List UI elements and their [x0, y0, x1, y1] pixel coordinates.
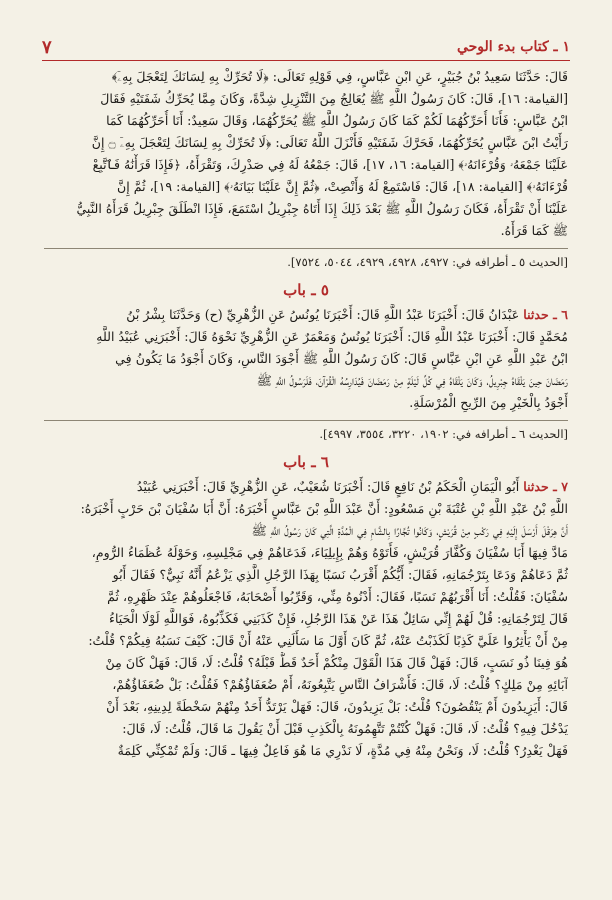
text-line: رَأَيْتُ ابْنَ عَبَّاسٍ يُحَرِّكُهُمَا، فَحَرَّكَ شَفَتَيْهِ فَأَنْزَلَ اللَّهُ تَعَالَى: ﴿لَا تُحَرِّكْ بِهِ لِسَانَكَ لِتَعْجَلَ بِهِۦٓ ۝ إِنَّ: [91, 135, 568, 150]
text-line: يَدْخُلَ فِيهِ؟ قُلْتُ: لَا، قَالَ: فَهَلْ كُنْتُمْ تَتَّهِمُونَهُ بِالْكَذِبِ قَبْلَ أَنْ يَقُولَ مَا قَالَ، قُلْتُ: لَا، قَالَ:: [122, 721, 568, 736]
hadith-5-reference: [الحديث ٥ ـ أطرافه في: ٤٩٢٧، ٤٩٢٨، ٤٩٢٩، ٥٠٤٤، ٧٥٢٤].: [44, 248, 568, 272]
text-line: هُوَ فِينَا ذُو نَسَبٍ، قَالَ: فَهَلْ قَالَ هَذَا الْقَوْلَ مِنْكُمْ أَحَدٌ قَطُّ قَبْلَهُ؟ قُلْتُ: لَا، قَالَ: فَهَلْ كَانَ مِنْ: [105, 655, 568, 670]
page-number: ٧: [42, 36, 52, 58]
text-line: ابْنُ عَبَّاسٍ: فَأَنَا أُحَرِّكُهُمَا لَكُمْ كَمَا كَانَ رَسُولُ اللَّهِ ﷺ يُحَرِّكُهُمَا، وَقَالَ سَعِيدٌ: أَنَا أُحَرِّكُهُمَا كَمَا: [106, 113, 568, 128]
text-line: فَهَلْ يَغْدِرُ؟ قُلْتُ: لَا، وَنَحْنُ مِنْهُ فِي مُدَّةٍ، لَا نَدْرِي مَا هُوَ فَاعِلٌ فِيهَا ـ قَالَ: وَلَمْ تُمْكِنِّي كَلِمَةٌ: [117, 743, 568, 758]
chapter-heading-6: ٦ ـ باب: [283, 453, 329, 471]
text-line: [44, 476, 568, 498]
text-line: قَالَ لِتَرْجُمَانِهِ: قُلْ لَهُمْ إِنِّي سَائِلٌ هَذَا عَنْ هَذَا الرَّجُلِ، فَإِنْ كَذَبَنِي فَكَذِّبُوهُ، فَوَاللَّهِ لَوْلَا الْحَيَاءُ: [109, 611, 568, 626]
hadith-6: [44, 304, 568, 444]
hadith-7: [44, 476, 568, 762]
text-line: قَالَ: أَيَزِيدُونَ أَمْ يَنْقُصُونَ؟ قُلْتُ: بَلْ يَزِيدُونَ، قَالَ: فَهَلْ يَرْتَدُّ أَحَدٌ مِنْهُمْ سَخْطَةً لِدِينِهِ، بَعْدَ أَنْ: [106, 699, 568, 714]
text-line: ابْنُ عَبْدِ اللَّهِ عَنِ ابْنِ عَبَّاسٍ قَالَ: كَانَ رَسُولُ اللَّهِ ﷺ أَجْوَدَ النَّاسِ، وَكَانَ أَجْوَدُ مَا يَكُونُ فِي: [115, 351, 568, 366]
text-line: اللَّهِ بْنُ عَبْدِ اللَّهِ بْنِ عُتْبَةَ بْنِ مَسْعُودٍ: أَنَّ عَبْدَ اللَّهِ بْنَ عَبَّاسٍ أَخْبَرَهُ: أَنَّ أَبَا سُفْيَانَ بْنَ حَرْبٍ أَخْبَرَهُ:: [80, 501, 568, 516]
text-line: قَالَ: حَدَّثَنَا سَعِيدُ بْنُ جُبَيْرٍ، عَنِ ابْنِ عَبَّاسٍ، فِي قَوْلِهِ تَعَالَى: ﴿لَا تُحَرِّكْ بِهِ لِسَانَكَ لِتَعْجَلَ بِهِۦٓ﴾: [111, 69, 568, 84]
text-line: أَنَّ هِرَقْلَ أَرْسَلَ إِلَيْهِ فِي رَكْبٍ مِنْ قُرَيْشٍ، وَكَانُوا تُجَّارًا بِالشَّامِ فِي الْمُدَّةِ الَّتِي كَانَ رَسُولُ اللَّهِ ﷺ: [251, 523, 568, 538]
hadith-number: ٦ ـ حدثنا: [523, 307, 568, 322]
body-text: [44, 66, 568, 768]
text-line: [القيامة: ١٦]، قَالَ: كَانَ رَسُولُ اللَّهِ ﷺ يُعَالِجُ مِنَ التَّنْزِيلِ شِدَّةً، وَكَانَ مِمَّا يُحَرِّكُ شَفَتَيْهِ فَقَالَ: [100, 91, 568, 106]
hadith-5-continuation: [44, 66, 568, 272]
text-line: عَلَيْنَا جَمْعَهُۥ وَقُرْءَانَهُۥ﴾ [القيامة: ١٦، ١٧]، قَالَ: جَمْعُهُ لَهُ فِي صَدْرِكَ، وَتَقْرَأَهُ، ﴿فَإِذَا قَرَأْنَٰهُ فَٱتَّبِعْ: [92, 157, 568, 172]
hadith-6-reference: [الحديث ٦ ـ أطرافه في: ١٩٠٢، ٣٢٢٠، ٣٥٥٤، ٤٩٩٧].: [44, 420, 568, 444]
chapter-title: ١ ـ كتاب بدء الوحي: [456, 39, 570, 55]
chapter-heading-5: ٥ ـ باب: [283, 281, 329, 299]
running-header: [42, 34, 570, 61]
text-line: [44, 304, 568, 326]
text-line: مَادَّ فِيهَا أَبَا سُفْيَانَ وَكُفَّارَ قُرَيْشٍ، فَأَتَوْهُ وَهُمْ بِإِيلِيَاءَ، فَدَعَاهُمْ فِي مَجْلِسِهِ، وَحَوْلَهُ عُظَمَاءُ الرُّومِ،: [91, 545, 568, 560]
text-line-content: عَبْدَانُ قَالَ: أَخْبَرَنَا عَبْدُ اللَّهِ قَالَ: أَخْبَرَنَا يُونُسُ عَنِ الزُّهْرِيِّ (ح) وَحَدَّثَنَا بِشْرُ بْنُ: [126, 307, 520, 322]
text-line-content: أَبُو الْيَمَانِ الْحَكَمُ بْنُ نَافِعٍ قَالَ: أَخْبَرَنَا شُعَيْبٌ، عَنِ الزُّهْرِيِّ قَالَ: أَخْبَرَنِي عُبَيْدُ: [136, 479, 520, 494]
text-line: قُرْءَانَهُۥ﴾ [القيامة: ١٨]، قَالَ: فَاسْتَمِعْ لَهُ وَأَنْصِتْ، ﴿ثُمَّ إِنَّ عَلَيْنَا بَيَانَهُۥ﴾ [القيامة: ١٩]، ثُمَّ إِنَّ: [116, 179, 568, 194]
text-line: آبَائِهِ مِنْ مَلِكٍ؟ قُلْتُ: لَا، قَالَ: فَأَشْرَافُ النَّاسِ يَتَّبِعُونَهُ، أَمْ ضُعَفَاؤُهُمْ؟ فَقُلْتُ: بَلْ ضُعَفَاؤُهُمْ،: [112, 677, 568, 692]
text-line: ثُمَّ دَعَاهُمْ وَدَعَا بِتَرْجُمَانِهِ، فَقَالَ: أَيُّكُمْ أَقْرَبُ نَسَبًا بِهَذَا الرَّجُلِ الَّذِي يَزْعُمُ أَنَّهُ نَبِيٌّ؟ فَقَالَ أَبُو: [112, 567, 568, 582]
text-line: رَمَضَانَ حِينَ يَلْقَاهُ جِبْرِيلُ، وَكَانَ يَلْقَاهُ فِي كُلِّ لَيْلَةٍ مِنْ رَمَضَانَ فَيُدَارِسُهُ الْقُرْآنَ، فَلَرَسُولُ اللَّهِ ﷺ: [256, 373, 568, 388]
text-line: ﷺ كَمَا قَرَأَهُ.: [500, 223, 568, 238]
text-line: مُحَمَّدٍ قَالَ: أَخْبَرَنَا عَبْدُ اللَّهِ قَالَ: أَخْبَرَنَا يُونُسُ وَمَعْمَرٌ عَنِ الزُّهْرِيِّ نَحْوَهُ قَالَ: أَخْبَرَنِي عُبَيْدُ اللَّهِ: [96, 329, 568, 344]
text-line: أَجْوَدُ بِالْخَيْرِ مِنَ الرِّيحِ الْمُرْسَلَةِ.: [409, 395, 568, 410]
text-line: عَلَيْنَا أَنْ تَقْرَأَهُ، فَكَانَ رَسُولُ اللَّهِ ﷺ بَعْدَ ذَلِكَ إِذَا أَتَاهُ جِبْرِيلُ اسْتَمَعَ، فَإِذَا انْطَلَقَ جِبْرِيلُ قَرَأَهُ النَّبِيُّ: [76, 201, 568, 216]
hadith-number: ٧ ـ حدثنا: [523, 479, 568, 494]
text-line: سُفْيَانَ: فَقُلْتُ: أَنَا أَقْرَبُهُمْ نَسَبًا، فَقَالَ: أَدْنُوهُ مِنِّي، وَقَرِّبُوا أَصْحَابَهُ، فَاجْعَلُوهُمْ عِنْدَ ظَهْرِهِ، ثُمَّ: [107, 589, 568, 604]
text-line: مِنْ أَنْ يَأْثِرُوا عَلَيَّ كَذِبًا لَكَذَبْتُ عَنْهُ، ثُمَّ كَانَ أَوَّلَ مَا سَأَلَنِي عَنْهُ أَنْ قَالَ: كَيْفَ نَسَبُهُ فِيكُمْ؟ قُلْتُ:: [88, 633, 568, 648]
